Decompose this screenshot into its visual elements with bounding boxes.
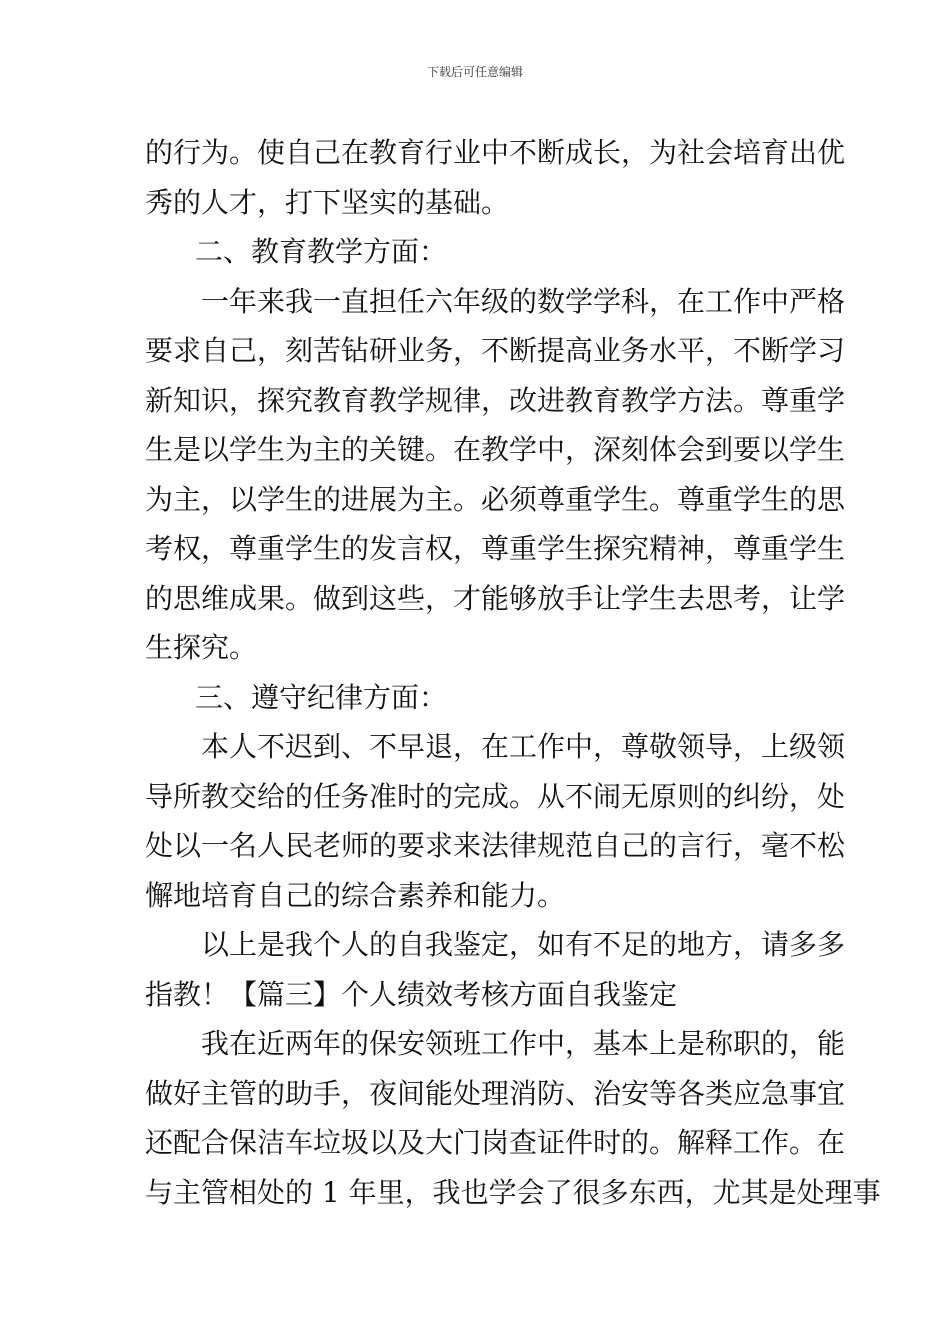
document-body <box>145 128 881 1217</box>
body-line: 指教！【篇三】个人绩效考核方面自我鉴定 <box>145 977 678 1011</box>
page-header: 下载后可任意编辑 <box>426 65 523 79</box>
body-line: 要求自己，刻苦钻研业务，不断提高业务水平，不断学习 <box>145 334 846 367</box>
body-line: 的思维成果。做到这些，才能够放手让学生去思考，让学 <box>145 581 846 615</box>
body-line: 生探究。 <box>145 631 258 664</box>
paragraph-start-line: 一年来我一直担任六年级的数学学科，在工作中严格 <box>201 284 846 318</box>
paragraph-start-line: 以上是我个人的自我鉴定，如有不足的地方，请多多 <box>201 928 846 961</box>
body-line: 导所教交给的任务准时的完成。从不闹无原则的纠纷，处 <box>145 779 846 813</box>
body-line: 与主管相处的 1 年里，我也学会了很多东西，尤其是处理事 <box>145 1175 881 1209</box>
paragraph-start-line: 我在近两年的保安领班工作中，基本上是称职的，能 <box>201 1027 846 1060</box>
body-line: 生是以学生为主的关键。在教学中，深刻体会到要以学生 <box>145 433 846 466</box>
body-line: 的行为。使自己在教育行业中不断成长，为社会培育出优 <box>145 136 846 169</box>
body-line: 处以一名人民老师的要求来法律规范自己的言行，毫不松 <box>145 829 846 862</box>
body-line: 秀的人才，打下坚实的基础。 <box>145 185 510 219</box>
body-line: 考权，尊重学生的发言权，尊重学生探究精神，尊重学生 <box>145 532 846 565</box>
body-line: 懈地培育自己的综合素养和能力。 <box>145 878 566 912</box>
section-heading: 三、遵守纪律方面： <box>195 680 448 714</box>
paragraph-start-line: 本人不迟到、不早退，在工作中，尊敬领导，上级领 <box>201 730 846 763</box>
body-line: 新知识，探究教育教学规律，改进教育教学方法。尊重学 <box>145 383 846 417</box>
body-line: 还配合保洁车垃圾以及大门岗查证件时的。解释工作。在 <box>145 1126 846 1159</box>
section-heading: 二、教育教学方面： <box>195 235 448 268</box>
body-line: 做好主管的助手，夜间能处理消防、治安等各类应急事宜 <box>145 1076 846 1110</box>
body-line: 为主，以学生的进展为主。必须尊重学生。尊重学生的思 <box>145 482 846 516</box>
